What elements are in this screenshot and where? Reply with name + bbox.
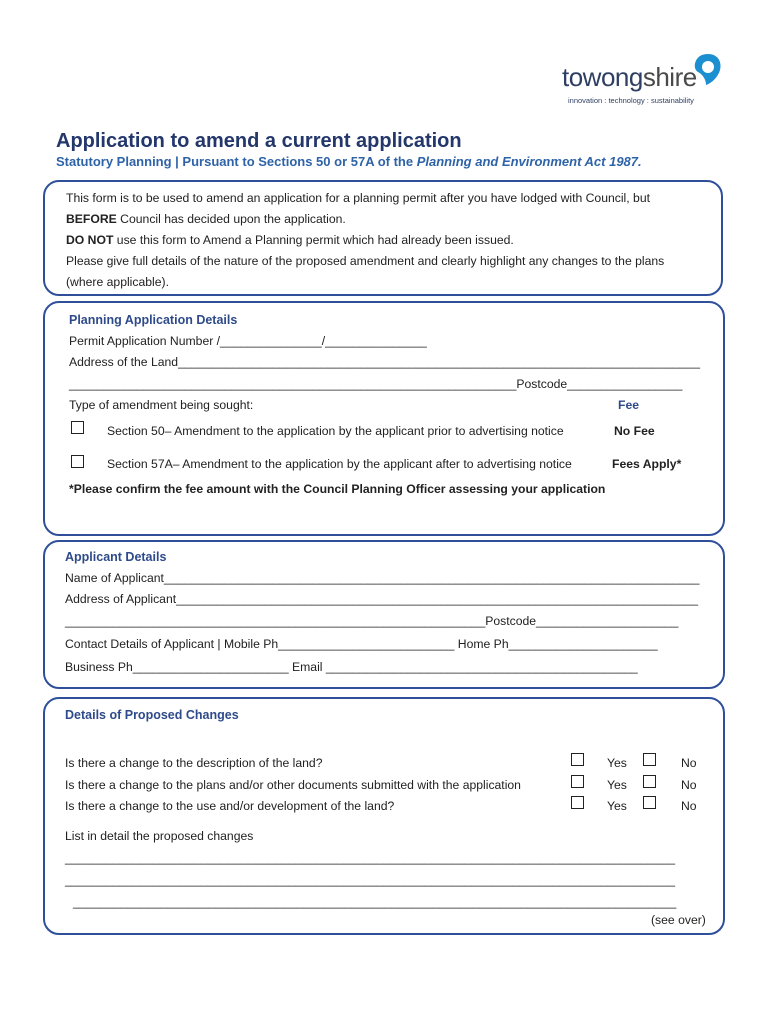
plans-yes-checkbox[interactable] bbox=[571, 775, 584, 788]
question-use-development: Is there a change to the use and/or development of the land? bbox=[65, 799, 395, 813]
intro-line-2: BEFORE Council has decided upon the application. bbox=[66, 212, 346, 226]
land-address-field[interactable]: Address of the Land_____________________________________________________________________________ bbox=[69, 355, 701, 369]
intro-line-5: (where applicable). bbox=[66, 275, 169, 289]
planning-details-header: Planning Application Details bbox=[69, 313, 238, 327]
yes-label: Yes bbox=[607, 756, 627, 770]
section50-fee: No Fee bbox=[614, 424, 655, 438]
changes-line-3[interactable]: _________________________________________________________________________________________ bbox=[73, 895, 677, 909]
no-label: No bbox=[681, 756, 697, 770]
section57a-checkbox[interactable] bbox=[71, 455, 84, 468]
fee-header: Fee bbox=[618, 398, 640, 412]
applicant-contact-field[interactable]: Contact Details of Applicant | Mobile Ph__________________________ Home Ph______________________ bbox=[65, 637, 658, 651]
no-label: No bbox=[681, 778, 697, 792]
changes-line-2[interactable]: __________________________________________________________________________________________ bbox=[65, 873, 676, 887]
applicant-business-field[interactable]: Business Ph_______________________ Email ______________________________________________ bbox=[65, 660, 638, 674]
land-description-no-checkbox[interactable] bbox=[643, 753, 656, 766]
yes-label: Yes bbox=[607, 799, 627, 813]
intro-box bbox=[43, 180, 723, 296]
logo-drop-icon bbox=[692, 52, 724, 86]
section57a-label: Section 57A– Amendment to the application by the applicant after to advertising notice bbox=[107, 457, 572, 471]
use-development-no-checkbox[interactable] bbox=[643, 796, 656, 809]
permit-number-field[interactable]: Permit Application Number /_______________/_______________ bbox=[69, 334, 427, 348]
logo-wordmark: towongshire bbox=[562, 62, 697, 92]
intro-line-4: Please give full details of the nature of the proposed amendment and clearly highlight any changes to the plans bbox=[66, 254, 665, 268]
applicant-details-box bbox=[43, 540, 725, 689]
applicant-name-field[interactable]: Name of Applicant_______________________________________________________________________________ bbox=[65, 571, 700, 585]
intro-line-3: DO NOT use this form to Amend a Planning permit which had already been issued. bbox=[66, 233, 514, 247]
logo-tagline: innovation : technology : sustainability bbox=[568, 96, 694, 105]
applicant-details-header: Applicant Details bbox=[65, 550, 167, 564]
section50-label: Section 50– Amendment to the application by the applicant prior to advertising notice bbox=[107, 424, 564, 438]
applicant-address-field[interactable]: Address of Applicant_____________________________________________________________________________ bbox=[65, 592, 699, 606]
no-label: No bbox=[681, 799, 697, 813]
question-land-description: Is there a change to the description of the land? bbox=[65, 756, 323, 770]
see-over-note: (see over) bbox=[651, 913, 706, 927]
section57a-fee: Fees Apply* bbox=[612, 457, 682, 471]
amendment-type-label: Type of amendment being sought: bbox=[69, 398, 254, 412]
proposed-changes-header: Details of Proposed Changes bbox=[65, 708, 239, 722]
land-postcode-field[interactable]: __________________________________________________________________Postcode_________________ bbox=[69, 377, 683, 391]
list-changes-label: List in detail the proposed changes bbox=[65, 829, 254, 843]
question-plans: Is there a change to the plans and/or other documents submitted with the application bbox=[65, 778, 521, 792]
proposed-changes-box bbox=[43, 697, 725, 935]
page-title: Application to amend a current application bbox=[56, 130, 462, 152]
planning-details-box bbox=[43, 301, 725, 536]
fee-note: *Please confirm the fee amount with the Council Planning Officer assessing your application bbox=[69, 482, 606, 496]
yes-label: Yes bbox=[607, 778, 627, 792]
changes-line-1[interactable]: __________________________________________________________________________________________ bbox=[65, 851, 676, 865]
land-description-yes-checkbox[interactable] bbox=[571, 753, 584, 766]
plans-no-checkbox[interactable] bbox=[643, 775, 656, 788]
applicant-postcode-field[interactable]: ______________________________________________________________Postcode_____________________ bbox=[65, 614, 679, 628]
section50-checkbox[interactable] bbox=[71, 421, 84, 434]
page-subtitle: Statutory Planning | Pursuant to Sections 50 or 57A of the Planning and Environment Act 1987. bbox=[56, 154, 642, 169]
intro-line-1: This form is to be used to amend an application for a planning permit after you have lodged with Council, but bbox=[66, 191, 650, 205]
use-development-yes-checkbox[interactable] bbox=[571, 796, 584, 809]
